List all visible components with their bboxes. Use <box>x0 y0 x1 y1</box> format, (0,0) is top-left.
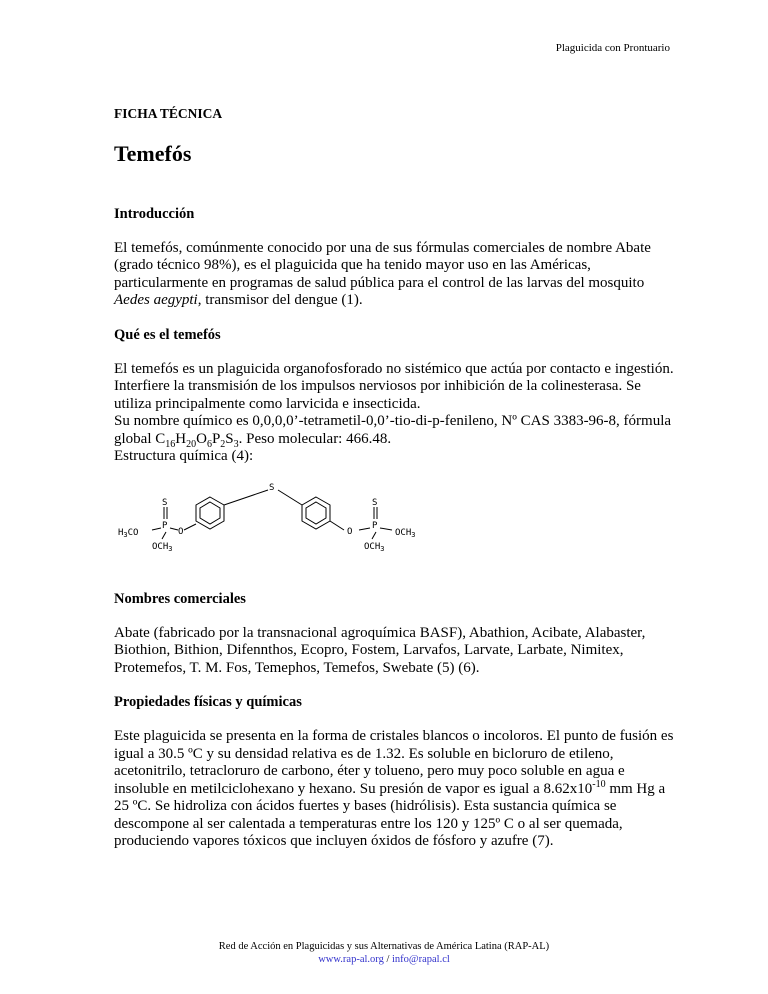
footer-contact <box>0 953 768 966</box>
structure-sub: 3 <box>123 530 128 539</box>
sulfur-label: S <box>372 497 378 508</box>
what-text-2a: Su nombre químico es 0,0,0,0’-tetrametil-0,0’-tio-di-p-fenileno, Nº CAS 3383-96-8, fórmula global C <box>114 413 672 447</box>
methoxy-label <box>395 528 415 539</box>
section-heading-what: Qué es el temefós <box>114 326 221 343</box>
properties-text-a: Este plaguicida se presenta en la forma de cristales blancos o incoloros. El punto de fusión es igual a 30.5 ºC y su densidad relativa es de 1.32. Es soluble en bicloruro de etileno, acetonitrilo, tetracloruro de carbono, éter y tolueno, pero muy poco soluble en agua e insoluble en metilciclohexano y hexano. Su presión de vapor es igual a 8.62x10 <box>114 728 674 797</box>
formula-sub: 3 <box>233 438 239 450</box>
methoxy-label <box>364 542 384 553</box>
exponent: -10 <box>592 778 606 790</box>
sulfur-label: S <box>162 497 168 508</box>
intro-paragraph <box>114 240 674 310</box>
what-paragraph <box>114 361 674 466</box>
methoxy-label <box>118 528 138 539</box>
formula-sub: 6 <box>206 438 212 450</box>
document-body <box>114 105 674 868</box>
section-heading-intro: Introducción <box>114 205 195 222</box>
methoxy-label <box>152 542 172 553</box>
footer-org: Red de Acción en Plaguicidas y sus Alternativas de América Latina (RAP-AL) <box>218 941 550 952</box>
properties-text-b: mm Hg a 25 ºC. Se hidroliza con ácidos fuertes y bases (hidrólisis). Esta sustancia química se descompone al ser calentada a temperaturas entre los 120 y 125º C o al ser quemada, produciendo vapores tóxicos que incluyen óxidos de fósforo y azufre (7). <box>114 780 666 849</box>
structure-sub: 3 <box>411 530 416 539</box>
structure-text: OCH <box>152 541 169 552</box>
oxygen-label: O <box>178 526 184 537</box>
formula-sub: 16 <box>165 438 176 450</box>
footer-email[interactable]: info@rapal.cl <box>392 954 450 965</box>
structure-text: OCH <box>364 541 381 552</box>
what-text-1: El temefós es un plaguicida organofosforado no sistémico que actúa por contacto e ingestión. Interfiere la transmisión de los impulsos nerviosos por inhibición de la colinesterasa. Se utiliza principalmente como larvicida e insecticida. <box>114 360 674 412</box>
formula-sub: 20 <box>186 438 197 450</box>
phosphorus-label: P <box>162 520 168 531</box>
structure-text: OCH <box>395 527 412 538</box>
structure-sub: 3 <box>168 544 173 553</box>
section-heading-properties: Propiedades físicas y químicas <box>114 694 302 710</box>
sulfur-bridge-label: S <box>269 482 275 493</box>
what-text-2b: . Peso molecular: 466.48. <box>238 430 392 447</box>
what-text-3: Estructura química (4): <box>114 448 254 464</box>
footer-separator: / <box>383 954 392 965</box>
footer-website-link[interactable]: www.rap-al.org <box>318 954 384 965</box>
document-title: Temefós <box>114 140 192 166</box>
intro-text-b: , transmisor del dengue (1). <box>197 292 363 308</box>
running-header: Plaguicida con Prontuario <box>555 42 670 54</box>
oxygen-label: O <box>347 526 353 537</box>
structure-sub: 3 <box>380 544 385 553</box>
document-kicker: FICHA TÉCNICA <box>114 106 223 121</box>
formula-element: P <box>211 430 221 447</box>
formula-sub: 2 <box>220 438 226 450</box>
intro-text-a: El temefós, comúnmente conocido por una de sus fórmulas comerciales de nombre Abate (grado técnico 98%), es el plaguicida que ha tenido mayor uso en las Américas, particularmente en programas de salud pública para el control de las larvas del mosquito <box>114 239 651 291</box>
names-paragraph: Abate (fabricado por la transnacional agroquímica BASF), Abathion, Acibate, Alabaster, Biothion, Bithion, Difennthos, Ecopro, Fostem, Larvafos, Larvate, Larbate, Nimitex, Protemefos, T. M. Fos, Temephos, Temefos, Swebate (5) (6). <box>114 624 646 676</box>
chemical-structure-diagram <box>114 472 434 568</box>
page-footer <box>0 940 768 966</box>
formula-element: O <box>196 430 207 447</box>
structure-text: H <box>118 527 124 538</box>
species-name: Aedes aegypti <box>114 292 198 308</box>
formula-element: H <box>175 430 187 447</box>
section-heading-names: Nombres comerciales <box>114 590 246 607</box>
properties-paragraph <box>114 728 674 851</box>
formula-element: S <box>225 430 234 447</box>
structure-text: CO <box>127 527 139 538</box>
phosphorus-label: P <box>372 520 378 531</box>
